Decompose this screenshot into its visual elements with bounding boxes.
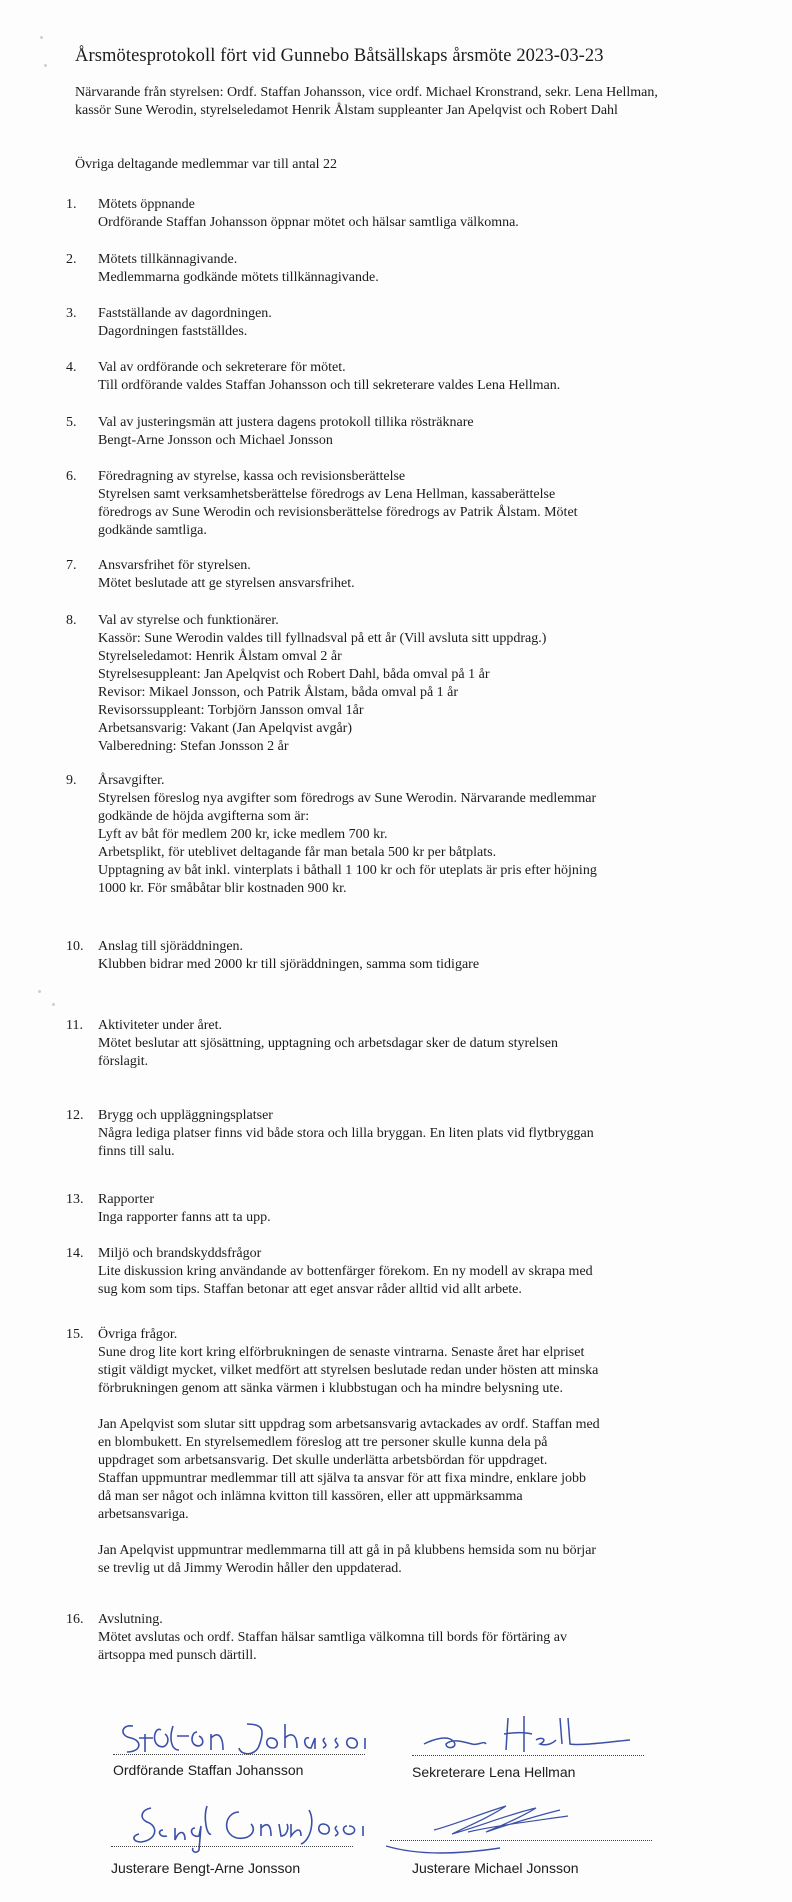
agenda-item-heading: Anslag till sjöräddningen. xyxy=(98,939,244,954)
agenda-item-number: 15. xyxy=(66,1327,84,1342)
agenda-item-text: en blombukett. En styrelsemedlem föreslog att tre personer skulle kunna dela på xyxy=(98,1435,548,1450)
agenda-item-text: Styrelsesuppleant: Jan Apelqvist och Robert Dahl, båda omval på 1 år xyxy=(98,667,490,682)
agenda-item-number: 5. xyxy=(66,415,77,430)
signature-line xyxy=(111,1846,353,1847)
signature-adjuster-bengt xyxy=(111,1818,353,1878)
signature-label: Sekreterare Lena Hellman xyxy=(412,1764,576,1780)
handwritten-signature-staffan xyxy=(115,1716,367,1762)
agenda-item-text: Bengt-Arne Jonsson och Michael Jonsson xyxy=(98,433,333,448)
agenda-item-number: 3. xyxy=(66,306,77,321)
agenda-item-text: Revisor: Mikael Jonsson, och Patrik Ålstam, båda omval på 1 år xyxy=(98,685,459,700)
agenda-item-number: 6. xyxy=(66,469,77,484)
agenda-item-text: Några lediga platser finns vid både stora och lilla bryggan. En liten plats vid flytbryggan xyxy=(98,1126,594,1141)
agenda-item-body xyxy=(98,1107,690,1161)
signature-label: Justerare Michael Jonsson xyxy=(412,1860,579,1876)
agenda-item-text: stigit väldigt mycket, vilket medfört att styrelsen beslutade redan under hösten att minska xyxy=(98,1363,599,1378)
agenda-item-text: Medlemmarna godkände mötets tillkännagivande. xyxy=(98,270,379,285)
agenda-item-body xyxy=(98,1017,690,1071)
agenda-item-heading: Avslutning. xyxy=(98,1612,163,1627)
signature-line xyxy=(113,1754,365,1755)
agenda-item-number: 2. xyxy=(66,252,77,267)
agenda-item-text: Arbetsplikt, för uteblivet deltagande får man betala 500 kr per båtplats. xyxy=(98,845,497,860)
agenda-item-text: sug kom som tips. Staffan betonar att eget ansvar råder alltid vid allt arbete. xyxy=(98,1282,522,1297)
agenda-item-text: Jan Apelqvist uppmuntrar medlemmarna till att gå in på klubbens hemsida som nu börjar xyxy=(98,1543,597,1558)
agenda-item-body xyxy=(98,772,690,898)
scan-speck xyxy=(52,1003,55,1006)
agenda-item-text: Lite diskussion kring användande av bottenfärger förekom. En ny modell av skrapa med xyxy=(98,1264,593,1279)
agenda-item-text: Upptagning av båt inkl. vinterplats i båthall 1 100 kr och för uteplats är pris efter höjning xyxy=(98,863,597,878)
agenda-item-number: 14. xyxy=(66,1246,84,1261)
agenda-item-text: Styrelsen samt verksamhetsberättelse föredrogs av Lena Hellman, kassaberättelse xyxy=(98,487,556,502)
scan-speck xyxy=(44,64,47,67)
agenda-item-text: Sune drog lite kort kring elförbrukningen de senaste vintrarna. Senaste året har elpriset xyxy=(98,1345,585,1360)
agenda-item-text: Dagordningen fastställdes. xyxy=(98,324,248,339)
agenda-item-text: föredrogs av Sune Werodin och revisionsberättelse föredrogs av Patrik Ålstam. Mötet xyxy=(98,505,578,520)
agenda-item-number: 16. xyxy=(66,1612,84,1627)
agenda-item-text: Mötet beslutade att ge styrelsen ansvarsfrihet. xyxy=(98,576,355,591)
agenda-item-text: Kassör: Sune Werodin valdes till fyllnadsval på ett år (Vill avsluta sitt uppdrag.) xyxy=(98,631,547,646)
agenda-item-body xyxy=(98,612,690,756)
agenda-item-text: förbrukningen genom att sänka värmen i klubbstugan och ha mindre belysning ute. xyxy=(98,1381,564,1396)
agenda-item-heading: Val av justeringsmän att justera dagens protokoll tillika rösträknare xyxy=(98,415,474,430)
agenda-item-body xyxy=(98,1245,690,1299)
scan-speck xyxy=(38,990,41,993)
agenda-item-number: 9. xyxy=(66,773,77,788)
agenda-item-text: då man ser något och inlämna kvitton till kassören, eller att uppmärksamma xyxy=(98,1489,523,1504)
agenda-item-heading: Aktiviteter under året. xyxy=(98,1018,223,1033)
agenda-item-body xyxy=(98,359,690,395)
agenda-item-text: förslagit. xyxy=(98,1054,149,1069)
agenda-item-number: 10. xyxy=(66,939,84,954)
agenda-item-text: Styrelsen föreslog nya avgifter som föredrogs av Sune Werodin. Närvarande medlemmar xyxy=(98,791,597,806)
agenda-item-body xyxy=(98,305,690,341)
agenda-item-body xyxy=(98,1326,690,1578)
signature-secretary xyxy=(412,1728,644,1784)
agenda-item-text: se trevlig ut då Jimmy Werodin håller den uppdaterad. xyxy=(98,1561,402,1576)
agenda-item-text: Mötet beslutar att sjösättning, upptagning och arbetsdagar sker de datum styrelsen xyxy=(98,1036,558,1051)
signature-label: Ordförande Staffan Johansson xyxy=(113,1762,304,1778)
agenda-item-text: Ordförande Staffan Johansson öppnar mötet och hälsar samtliga välkomna. xyxy=(98,215,519,230)
agenda-item-heading: Brygg och uppläggningsplatser xyxy=(98,1108,273,1123)
agenda-item-text: Revisorssuppleant: Torbjörn Jansson omval 1år xyxy=(98,703,364,718)
handwritten-signature-bengt-arne xyxy=(111,1800,371,1856)
agenda-item-body xyxy=(98,938,690,974)
signature-line xyxy=(390,1840,652,1841)
agenda-item-body xyxy=(98,557,690,593)
agenda-item-heading: Föredragning av styrelse, kassa och revisionsberättelse xyxy=(98,469,406,484)
signature-line xyxy=(412,1755,644,1756)
agenda-item-text: Lyft av båt för medlem 200 kr, icke medlem 700 kr. xyxy=(98,827,388,842)
agenda-item-text: Valberedning: Stefan Jonsson 2 år xyxy=(98,739,289,754)
agenda-item-number: 7. xyxy=(66,558,77,573)
agenda-item-number: 8. xyxy=(66,613,77,628)
agenda-item-text: Styrelseledamot: Henrik Ålstam omval 2 år xyxy=(98,649,342,664)
signature-chairman xyxy=(113,1724,365,1780)
paragraph-gap xyxy=(98,1398,690,1416)
agenda-item-text: Till ordförande valdes Staffan Johansson och till sekreterare valdes Lena Hellman. xyxy=(98,378,561,393)
agenda-item-body xyxy=(98,414,690,450)
paragraph-gap xyxy=(98,1524,690,1542)
scan-speck xyxy=(40,36,43,39)
agenda-item-text: 1000 kr. För småbåtar blir kostnaden 900 kr. xyxy=(98,881,347,896)
handwritten-signature-michael xyxy=(360,1796,650,1860)
agenda-item-number: 1. xyxy=(66,197,77,212)
signature-label: Justerare Bengt-Arne Jonsson xyxy=(111,1860,301,1876)
signature-adjuster-michael xyxy=(390,1818,652,1878)
agenda-item-number: 12. xyxy=(66,1108,84,1123)
document-title: Årsmötesprotokoll fört vid Gunnebo Båtsällskaps årsmöte 2023-03-23 xyxy=(75,46,604,66)
agenda-item-body xyxy=(98,468,690,540)
agenda-item-heading: Fastställande av dagordningen. xyxy=(98,306,272,321)
agenda-item-text: Mötet avslutas och ordf. Staffan hälsar samtliga välkomna till bords för förtäring av xyxy=(98,1630,568,1645)
agenda-item-text: Inga rapporter fanns att ta upp. xyxy=(98,1210,271,1225)
agenda-item-text: Arbetsansvarig: Vakant (Jan Apelqvist avgår) xyxy=(98,721,353,736)
agenda-item-text: ärtsoppa med punsch därtill. xyxy=(98,1648,257,1663)
agenda-item-heading: Miljö och brandskyddsfrågor xyxy=(98,1246,262,1261)
handwritten-signature-lena xyxy=(412,1710,644,1756)
agenda-item-number: 11. xyxy=(66,1018,83,1033)
attendees-paragraph: Närvarande från styrelsen: Ordf. Staffan Johansson, vice ordf. Michael Kronstrand, sekr. Lena Hellman, kassör Sune Werodin, styrelseledamot Henrik Ålstam suppleanter Jan Apelqvist och Robert Dahl xyxy=(75,85,658,118)
agenda-item-heading: Övriga frågor. xyxy=(98,1327,178,1342)
agenda-item-text: godkände de höjda avgifterna som är: xyxy=(98,809,310,824)
agenda-item-heading: Årsavgifter. xyxy=(98,773,165,788)
agenda-item-text: Jan Apelqvist som slutar sitt uppdrag som arbetsansvarig avtackades av ordf. Staffan med xyxy=(98,1417,600,1432)
agenda-item-text: Klubben bidrar med 2000 kr till sjöräddningen, samma som tidigare xyxy=(98,957,480,972)
agenda-item-text: finns till salu. xyxy=(98,1144,175,1159)
agenda-item-heading: Val av styrelse och funktionärer. xyxy=(98,613,279,628)
other-members-paragraph: Övriga deltagande medlemmar var till antal 22 xyxy=(75,157,338,172)
agenda-item-heading: Mötets öppnande xyxy=(98,197,195,212)
agenda-item-text: arbetsansvariga. xyxy=(98,1507,189,1522)
agenda-item-text: Staffan uppmuntrar medlemmar till att själva ta ansvar för att fixa mindre, enklare jobb xyxy=(98,1471,587,1486)
agenda-item-body xyxy=(98,1611,690,1665)
agenda-item-heading: Ansvarsfrihet för styrelsen. xyxy=(98,558,251,573)
agenda-item-heading: Mötets tillkännagivande. xyxy=(98,252,238,267)
agenda-item-number: 13. xyxy=(66,1192,84,1207)
agenda-item-text: godkände samtliga. xyxy=(98,523,207,538)
agenda-item-body xyxy=(98,196,690,232)
agenda-item-number: 4. xyxy=(66,360,77,375)
agenda-item-heading: Rapporter xyxy=(98,1192,154,1207)
agenda-item-body xyxy=(98,251,690,287)
agenda-item-text: uppdraget som arbetsansvarig. Det skulle underlätta arbetsbördan för uppdraget. xyxy=(98,1453,548,1468)
agenda-item-body xyxy=(98,1191,690,1227)
agenda-item-heading: Val av ordförande och sekreterare för mötet. xyxy=(98,360,346,375)
